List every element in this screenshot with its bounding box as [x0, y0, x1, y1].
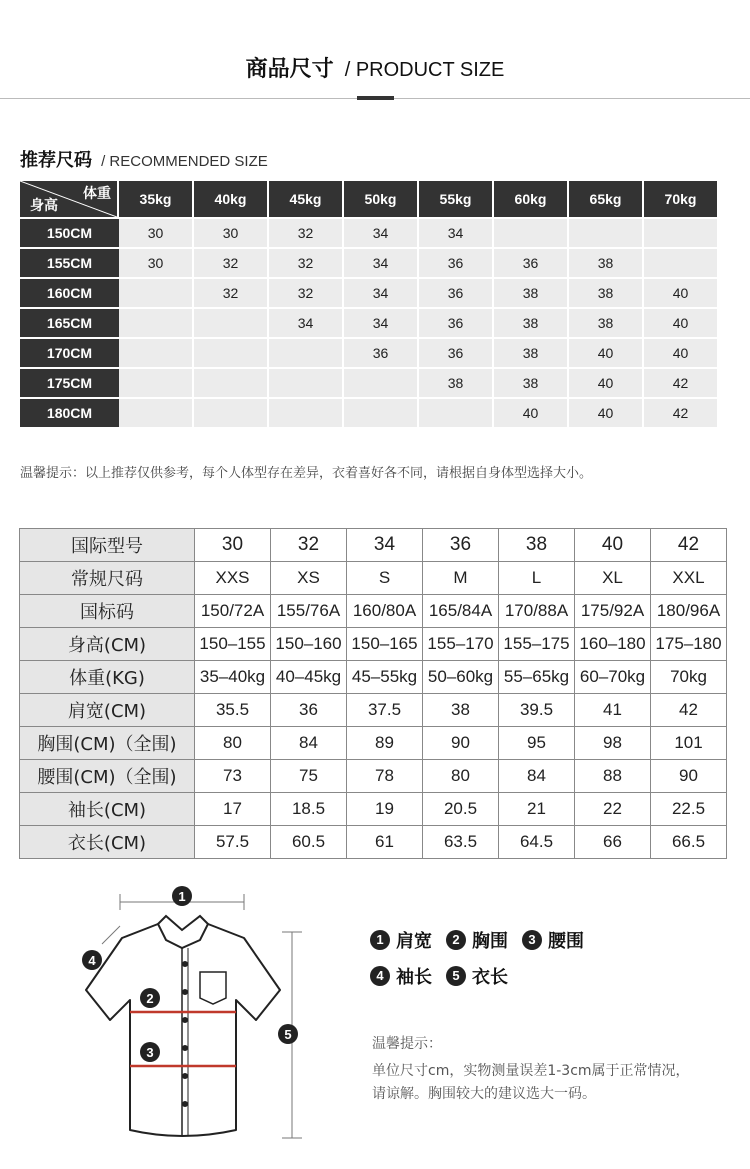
- recommended-title-en: / RECOMMENDED SIZE: [101, 153, 268, 170]
- recommended-row: [20, 247, 717, 277]
- size-chart-cell: 98: [575, 727, 651, 760]
- sleeve-dimension-line: [102, 926, 120, 944]
- legend-number-badge: 4: [370, 966, 390, 986]
- recommended-row: [20, 337, 717, 367]
- recommended-title-cn: 推荐尺码: [20, 150, 92, 171]
- size-chart-cell: 60–70kg: [575, 661, 651, 694]
- recommended-size-cell: [119, 277, 194, 307]
- size-chart-cell: 35–40kg: [195, 661, 271, 694]
- size-chart-cell: 55–65kg: [499, 661, 575, 694]
- size-chart-table: [19, 528, 727, 859]
- page-header: [0, 0, 750, 99]
- size-chart-cell: 40–45kg: [271, 661, 347, 694]
- recommended-size-cell: [119, 337, 194, 367]
- size-chart-cell: XXS: [195, 562, 271, 595]
- recommended-size-cell: [119, 307, 194, 337]
- size-chart-row: [20, 562, 727, 595]
- legend-row-2: [370, 958, 598, 994]
- size-chart-cell: 160–180: [575, 628, 651, 661]
- legend-item: [370, 963, 432, 989]
- size-chart-row-label: 肩宽(CM): [20, 694, 195, 727]
- legend-item: [522, 927, 584, 953]
- size-chart-cell: 42: [651, 529, 727, 562]
- title-cn: 商品尺寸: [245, 57, 334, 82]
- svg-text:2: 2: [146, 991, 154, 1006]
- legend-label: 衣长: [472, 967, 508, 988]
- recommended-size-cell: 38: [569, 247, 644, 277]
- recommended-size-cell: 36: [419, 337, 494, 367]
- recommended-size-cell: 34: [419, 217, 494, 247]
- legend-number-badge: 3: [522, 930, 542, 950]
- legend-number-badge: 2: [446, 930, 466, 950]
- recommended-size-cell: 34: [344, 277, 419, 307]
- height-row-header: 150CM: [20, 217, 119, 247]
- size-chart-cell: 80: [423, 760, 499, 793]
- recommended-size-cell: [119, 367, 194, 397]
- size-chart-cell: 101: [651, 727, 727, 760]
- marker-4: [82, 950, 102, 970]
- weight-header-cell: 65kg: [569, 181, 644, 217]
- legend-item: [446, 963, 508, 989]
- weight-header-cell: 55kg: [419, 181, 494, 217]
- svg-text:4: 4: [88, 953, 96, 968]
- recommended-size-cell: 36: [419, 307, 494, 337]
- recommended-row: [20, 367, 717, 397]
- height-row-header: 180CM: [20, 397, 119, 427]
- size-chart-cell: M: [423, 562, 499, 595]
- recommended-size-cell: 36: [494, 247, 569, 277]
- size-chart-cell: 35.5: [195, 694, 271, 727]
- size-chart-cell: L: [499, 562, 575, 595]
- recommendation-tip: 温馨提示：以上推荐仅供参考，每个人体型存在差异，衣着喜好各不同，请根据自身体型选择大小。: [20, 466, 593, 481]
- recommended-size-table: [20, 181, 717, 427]
- recommended-size-cell: 30: [194, 217, 269, 247]
- size-chart-cell: 66.5: [651, 826, 727, 859]
- weight-header-cell: 45kg: [269, 181, 344, 217]
- size-chart-cell: 22: [575, 793, 651, 826]
- shirt-diagram: [60, 880, 320, 1150]
- size-chart-cell: 90: [651, 760, 727, 793]
- measurement-legend: [370, 922, 598, 994]
- note-body: 单位尺寸cm，实物测量误差1-3cm属于正常情况，请谅解。胸围较大的建议选大一码。: [372, 1063, 690, 1102]
- corner-height-label: 身高: [30, 198, 58, 214]
- height-row-header: 170CM: [20, 337, 119, 367]
- size-chart-cell: 19: [347, 793, 423, 826]
- note-title: 温馨提示：: [372, 1036, 442, 1052]
- weight-header-cell: 70kg: [644, 181, 717, 217]
- recommended-size-cell: 40: [569, 397, 644, 427]
- recommended-size-cell: 40: [644, 337, 717, 367]
- svg-text:1: 1: [178, 889, 186, 904]
- size-chart-cell: 80: [195, 727, 271, 760]
- size-chart-row-label: 袖长(CM): [20, 793, 195, 826]
- size-chart-cell: 155/76A: [271, 595, 347, 628]
- recommended-header-row: [20, 181, 717, 217]
- size-chart-row: [20, 595, 727, 628]
- recommended-size-cell: 32: [269, 217, 344, 247]
- legend-item: [446, 927, 508, 953]
- legend-label: 袖长: [396, 967, 432, 988]
- size-chart-cell: 36: [271, 694, 347, 727]
- recommended-size-cell: 40: [569, 367, 644, 397]
- recommended-size-cell: [194, 397, 269, 427]
- weight-header-cell: 40kg: [194, 181, 269, 217]
- recommended-size-cell: 36: [419, 277, 494, 307]
- recommended-size-cell: [194, 337, 269, 367]
- recommended-size-cell: 36: [344, 337, 419, 367]
- recommended-size-cell: 40: [494, 397, 569, 427]
- size-chart-cell: S: [347, 562, 423, 595]
- recommended-size-cell: 32: [269, 247, 344, 277]
- marker-2: [140, 988, 160, 1008]
- title-underline: [357, 96, 394, 100]
- recommended-title: [20, 146, 268, 172]
- size-chart-cell: 66: [575, 826, 651, 859]
- svg-text:3: 3: [146, 1045, 154, 1060]
- legend-label: 胸围: [472, 931, 508, 952]
- recommended-row: [20, 217, 717, 247]
- size-chart-cell: 70kg: [651, 661, 727, 694]
- size-chart-row: [20, 694, 727, 727]
- size-chart-cell: 32: [271, 529, 347, 562]
- size-chart-cell: 88: [575, 760, 651, 793]
- recommended-size-cell: [194, 367, 269, 397]
- size-chart-cell: 30: [195, 529, 271, 562]
- recommended-size-cell: 40: [569, 337, 644, 367]
- recommended-size-cell: 34: [344, 247, 419, 277]
- recommended-size-cell: 38: [494, 337, 569, 367]
- size-chart-cell: 45–55kg: [347, 661, 423, 694]
- recommended-row: [20, 307, 717, 337]
- recommended-size-cell: 40: [644, 307, 717, 337]
- size-chart-cell: 89: [347, 727, 423, 760]
- size-chart-cell: 160/80A: [347, 595, 423, 628]
- title-en: / PRODUCT SIZE: [344, 59, 505, 81]
- size-chart-row: [20, 529, 727, 562]
- size-chart-cell: 17: [195, 793, 271, 826]
- recommended-size-cell: 38: [494, 307, 569, 337]
- size-chart-cell: 170/88A: [499, 595, 575, 628]
- size-chart-row-label: 腰围(CM)（全围): [20, 760, 195, 793]
- size-chart-row-label: 国际型号: [20, 529, 195, 562]
- recommended-size-cell: 30: [119, 247, 194, 277]
- size-chart-cell: 34: [347, 529, 423, 562]
- weight-header-cell: 35kg: [119, 181, 194, 217]
- recommended-size-cell: [419, 397, 494, 427]
- size-chart-row-label: 胸围(CM)（全围): [20, 727, 195, 760]
- size-chart-row: [20, 760, 727, 793]
- weight-header-cell: 60kg: [494, 181, 569, 217]
- size-chart-cell: 22.5: [651, 793, 727, 826]
- size-chart-cell: 150–155: [195, 628, 271, 661]
- size-chart-cell: 41: [575, 694, 651, 727]
- size-chart-cell: 21: [499, 793, 575, 826]
- size-chart-cell: 36: [423, 529, 499, 562]
- recommended-size-cell: [119, 397, 194, 427]
- size-chart-cell: 42: [651, 694, 727, 727]
- recommended-size-cell: 38: [569, 277, 644, 307]
- legend-label: 肩宽: [396, 931, 432, 952]
- recommended-size-cell: [269, 397, 344, 427]
- size-chart-cell: 61: [347, 826, 423, 859]
- legend-number-badge: 1: [370, 930, 390, 950]
- size-chart-row-label: 体重(KG): [20, 661, 195, 694]
- size-chart-row-label: 衣长(CM): [20, 826, 195, 859]
- recommended-size-cell: 30: [119, 217, 194, 247]
- weight-header-cell: 50kg: [344, 181, 419, 217]
- recommended-size-cell: [269, 367, 344, 397]
- recommended-size-cell: 34: [344, 307, 419, 337]
- recommended-size-cell: 32: [269, 277, 344, 307]
- recommended-size-cell: 32: [194, 277, 269, 307]
- size-chart-cell: 84: [499, 760, 575, 793]
- page-title: [0, 52, 750, 83]
- size-chart-cell: 150/72A: [195, 595, 271, 628]
- height-row-header: 175CM: [20, 367, 119, 397]
- recommended-size-cell: 38: [419, 367, 494, 397]
- recommended-size-cell: 34: [269, 307, 344, 337]
- height-row-header: 155CM: [20, 247, 119, 277]
- size-chart-row: [20, 661, 727, 694]
- size-chart-cell: 64.5: [499, 826, 575, 859]
- size-chart-cell: 95: [499, 727, 575, 760]
- corner-weight-label: 体重: [83, 186, 111, 202]
- recommended-row: [20, 397, 717, 427]
- marker-1: [172, 886, 192, 906]
- size-chart-cell: 155–175: [499, 628, 575, 661]
- recommended-size-cell: [494, 217, 569, 247]
- size-chart-cell: 175–180: [651, 628, 727, 661]
- height-row-header: 160CM: [20, 277, 119, 307]
- size-chart-row: [20, 727, 727, 760]
- size-chart-cell: XL: [575, 562, 651, 595]
- size-chart-cell: 150–160: [271, 628, 347, 661]
- size-chart-row: [20, 793, 727, 826]
- size-chart-cell: 39.5: [499, 694, 575, 727]
- size-chart-cell: 57.5: [195, 826, 271, 859]
- size-chart-cell: 38: [423, 694, 499, 727]
- legend-item: [370, 927, 432, 953]
- size-chart-cell: 155–170: [423, 628, 499, 661]
- recommended-size-cell: 38: [569, 307, 644, 337]
- size-chart-cell: 180/96A: [651, 595, 727, 628]
- recommended-size-cell: 42: [644, 367, 717, 397]
- height-row-header: 165CM: [20, 307, 119, 337]
- size-chart-cell: 18.5: [271, 793, 347, 826]
- recommended-size-cell: [344, 397, 419, 427]
- size-chart-row-label: 身高(CM): [20, 628, 195, 661]
- recommended-size-cell: [569, 217, 644, 247]
- recommended-size-cell: [644, 217, 717, 247]
- size-chart-row-label: 国标码: [20, 595, 195, 628]
- marker-5: [278, 1024, 298, 1044]
- size-chart-cell: 75: [271, 760, 347, 793]
- size-chart-cell: 150–165: [347, 628, 423, 661]
- recommended-size-cell: [644, 247, 717, 277]
- size-chart-cell: 175/92A: [575, 595, 651, 628]
- size-chart-cell: 84: [271, 727, 347, 760]
- marker-3: [140, 1042, 160, 1062]
- recommended-size-cell: 38: [494, 367, 569, 397]
- recommended-size-cell: [344, 367, 419, 397]
- size-chart-cell: 78: [347, 760, 423, 793]
- size-chart-cell: 50–60kg: [423, 661, 499, 694]
- size-chart-cell: 73: [195, 760, 271, 793]
- legend-row-1: [370, 922, 598, 958]
- recommended-size-cell: [194, 307, 269, 337]
- recommended-size-cell: 42: [644, 397, 717, 427]
- size-chart-cell: 90: [423, 727, 499, 760]
- recommended-size-cell: 36: [419, 247, 494, 277]
- size-chart-cell: 165/84A: [423, 595, 499, 628]
- size-chart-cell: 38: [499, 529, 575, 562]
- corner-cell: [20, 181, 119, 217]
- size-chart-cell: 40: [575, 529, 651, 562]
- recommended-row: [20, 277, 717, 307]
- recommended-size-cell: 32: [194, 247, 269, 277]
- size-chart-cell: 20.5: [423, 793, 499, 826]
- size-chart-row: [20, 826, 727, 859]
- svg-text:5: 5: [284, 1027, 292, 1042]
- legend-number-badge: 5: [446, 966, 466, 986]
- size-chart-cell: 60.5: [271, 826, 347, 859]
- recommended-size-cell: 40: [644, 277, 717, 307]
- size-chart-cell: XS: [271, 562, 347, 595]
- size-chart-cell: XXL: [651, 562, 727, 595]
- size-chart-row-label: 常规尺码: [20, 562, 195, 595]
- recommended-size-cell: [269, 337, 344, 367]
- legend-label: 腰围: [548, 931, 584, 952]
- size-chart-row: [20, 628, 727, 661]
- size-chart-cell: 37.5: [347, 694, 423, 727]
- recommended-size-cell: 34: [344, 217, 419, 247]
- recommended-size-cell: 38: [494, 277, 569, 307]
- size-chart-cell: 63.5: [423, 826, 499, 859]
